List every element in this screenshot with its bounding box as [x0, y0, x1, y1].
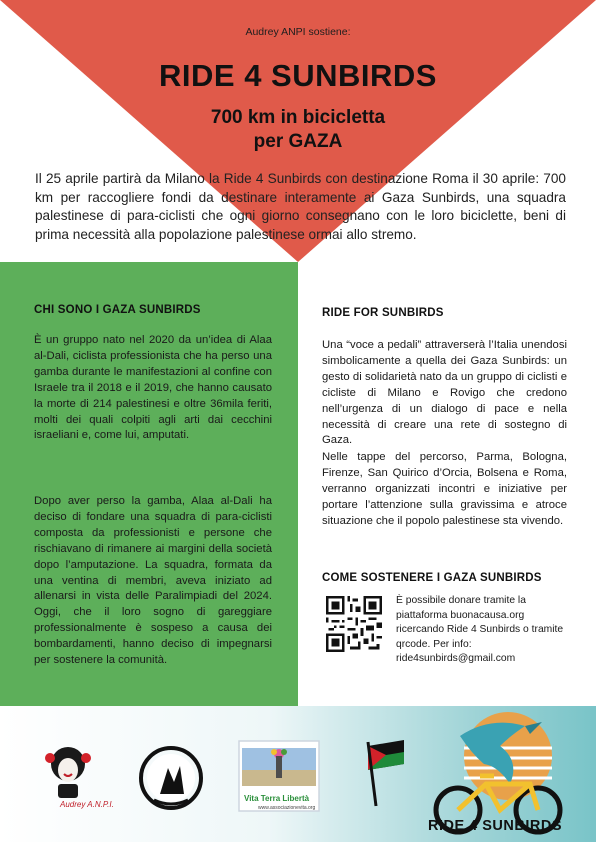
subtitle-line-2: per GAZA	[253, 131, 343, 152]
subtitle-line-1: 700 km in bicicletta	[210, 107, 386, 128]
intro-paragraph: Il 25 aprile partirà da Milano la Ride 4 Sunbirds con destinazione Roma il 30 aprile: 700 km per raccogliere fondi da destinare interamente ai Gaza Sunbirds, una squadra palestinese di para-ciclisti che ogni giorno consegnano con le loro biciclette, beni di prima necessità alla popolazione palestinese ormai allo stremo.	[35, 171, 566, 242]
wind-of-life-logo	[134, 742, 208, 814]
sponsor-line: Audrey ANPI sostiene:	[245, 26, 351, 38]
page-title: RIDE 4 SUNBIRDS	[159, 58, 437, 93]
section-title-come-sostenere: COME SOSTENERE I GAZA SUNBIRDS	[322, 572, 542, 584]
footer-logos	[0, 706, 596, 842]
chi-sono-paragraph-2: Dopo aver perso la gamba, Alaa al-Dali ha deciso di fondare una squadra di para-ciclisti composta da professionisti e persone che rischiavano di rimanere ai margini della società dopo l’amputazione. La squadra, formata da una ventina di membri, aveva iniziato ad allenarsi in vista delle Paralimpiadi del 2024. Oggi, che il loro sogno di gareggiare professionalmente è sospeso a causa dei bombardamenti, hanno deciso di impegnarsi per sostenere la comunità.	[34, 495, 272, 667]
ride-paragraph-1: Una “voce a pedali” attraverserà l’Italia unendosi simbolicamente a quella dei Gaza Sunbirds: un gesto di solidarietà nato da un gruppo di ciclisti e cicliste di Milano e Rovigo che credono nell’urgenza di un dialogo di pace e nella necessità di creare una rete di sostegno di Gaza.	[322, 339, 567, 447]
vita-logo-url: www.associazionevita.org	[258, 805, 316, 811]
support-info: È possibile donare tramite la piattaforma buonacausa.org ricercando Ride 4 Sunbirds o tramite qrcode. Per info: ride4sunbirds@gmail.com	[396, 595, 564, 664]
chi-sono-paragraph-1: È un gruppo nato nel 2020 da un’idea di Alaa al-Dali, ciclista professionista che ha perso una gamba durante le manifestazioni al confine con Israele tra il 2018 e il 2019, che hanno causato la morte di 214 palestinesi e oltre 36mila feriti, molti dei quali colpiti agli arti dai cecchini israeliani e, come lui, amputati.	[34, 334, 272, 442]
vita-logo-text: Vita Terra Libertà	[244, 794, 310, 803]
section-title-ride: RIDE FOR SUNBIRDS	[322, 307, 444, 319]
page-subtitle	[0, 106, 596, 154]
ride-paragraph-2: Nelle tappe del percorso, Parma, Bologna, Firenze, San Quirico d’Orcia, Bolsena e Roma, verranno organizzati incontri e iniziative per portare l’attenzione sulla gravissima e atroce situazione che il popolo palestinese sta vivendo.	[322, 451, 567, 527]
ride-for-sunbirds-section	[298, 262, 596, 706]
gaza-sunbirds-section	[0, 262, 298, 706]
ride-logo-text: RIDE 4 SUNBIRDS	[428, 818, 562, 834]
audrey-logo-text: Audrey A.N.P.I.	[60, 800, 114, 809]
section-title-chi-sono: CHI SONO I GAZA SUNBIRDS	[34, 304, 201, 316]
qr-code-icon[interactable]	[326, 596, 382, 652]
